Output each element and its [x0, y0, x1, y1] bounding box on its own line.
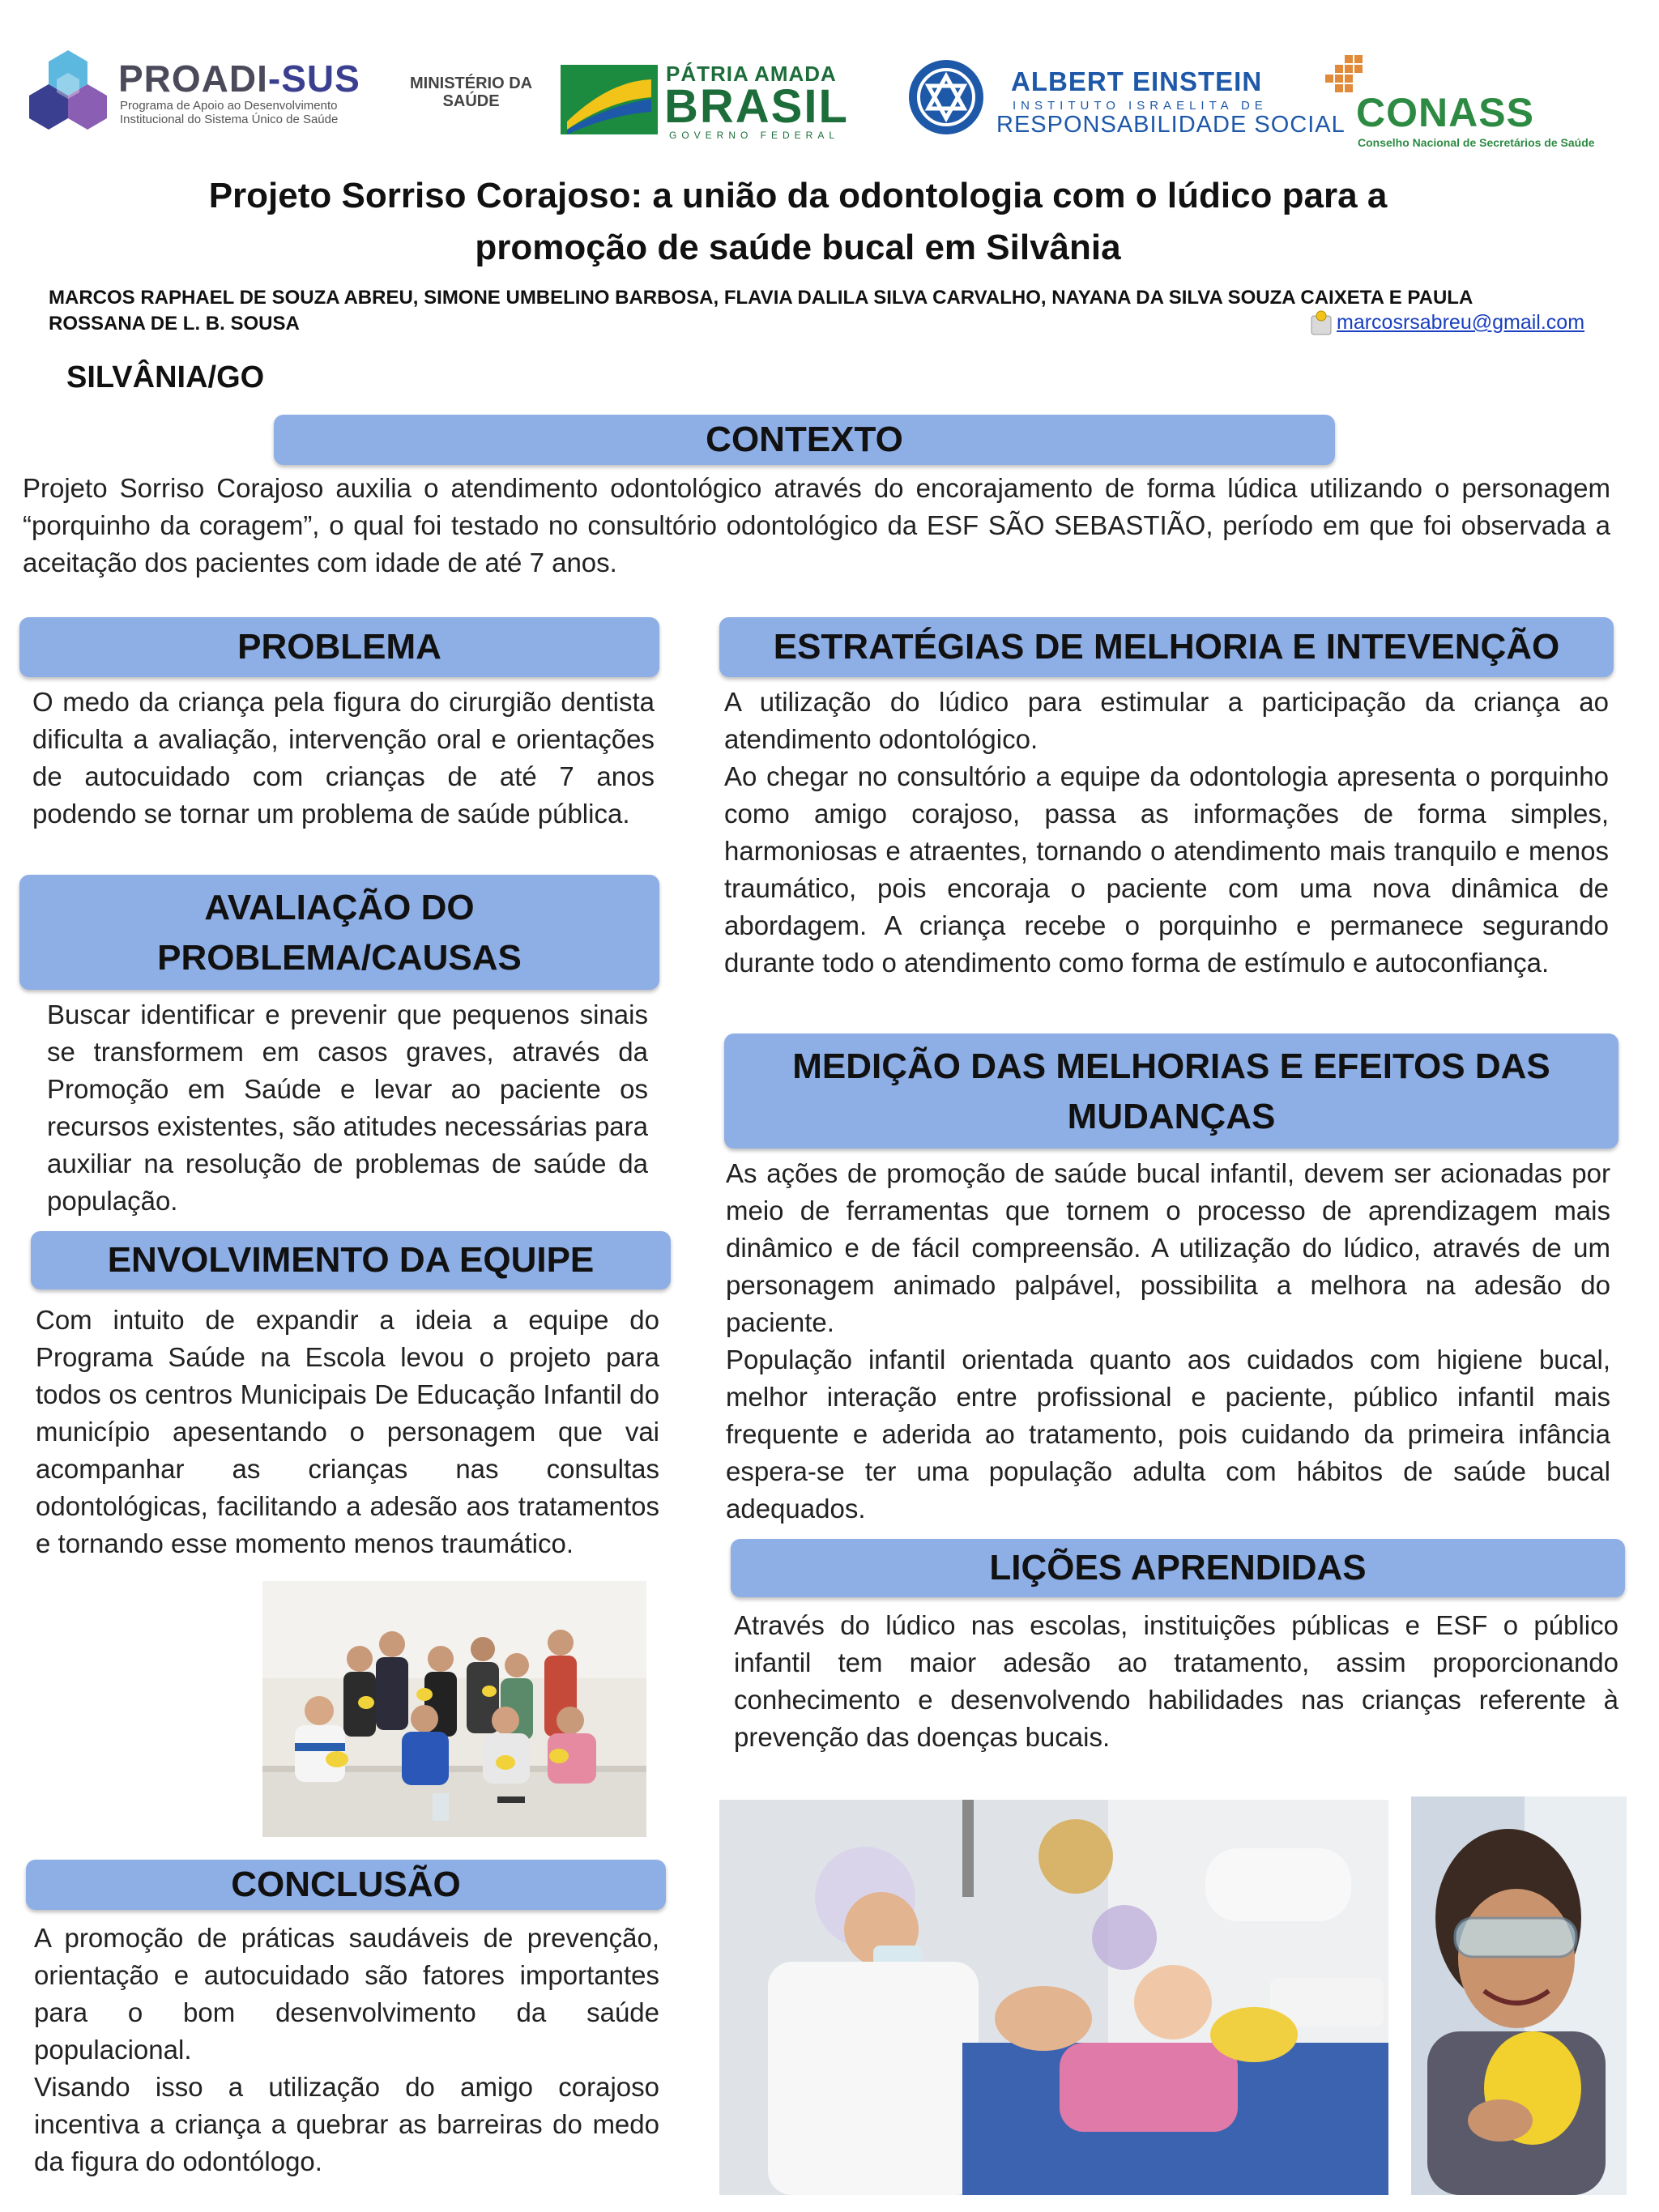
authors: MARCOS RAPHAEL DE SOUZA ABREU, SIMONE UMBELINO BARBOSA, FLAVIA DALILA SILVA CARVALHO, NAYANA DA SILVA SOUZA CAIXETA E PAULA ROSSANA DE L. B. SOUSA — [49, 287, 1473, 335]
section-header-conclusao: CONCLUSÃO — [26, 1860, 666, 1910]
medicao-text: As ações de promoção de saúde bucal infantil, devem ser acionadas por meio de ferramentas que tornem o processo de aprendizagem mais dinâmico e de fácil compreensão. A utilização do lúdico, através de um personagem animado palpável, possibilita a melhora na adesão do paciente. População infantil orientada quanto aos cuidados com higiene bucal, melhor interação entre profissional e paciente, público infantil mais frequente e aderida ao tratamento, pois cuidando da primeira infância espera-se ter uma população adulta com hábitos de saúde bucal adequados. — [726, 1158, 1610, 1524]
child-photo — [1411, 1796, 1627, 2195]
section-header-estrategias: ESTRATÉGIAS DE MELHORIA E INTEVENÇÃO — [719, 617, 1614, 677]
einstein-subtitle: RESPONSABILIDADE SOCIAL — [996, 112, 1346, 138]
dental-treatment-photo — [719, 1800, 1388, 2195]
email-link[interactable]: marcosrsabreu@gmail.com — [1337, 311, 1585, 334]
contact-icon — [1311, 309, 1332, 335]
estrategias-text: A utilização do lúdico para estimular a participação da criança ao atendimento odontológico. Ao chegar no consultório a equipe da odontologia apresenta o porquinho como amigo corajoso, passa as informações de forma simples, harmoniosas e atraentes, tornando o atendimento mais tranquilo e menos traumático, pois encoraja o paciente com uma nova dinâmica de abordagem. A criança recebe o porquinho e permanece segurando durante todo o atendimento como forma de estímulo e autoconfiança. — [724, 687, 1609, 978]
einstein-title: ALBERT EINSTEIN — [1011, 66, 1263, 96]
section-header-medicao: MEDIÇÃO DAS MELHORIAS E EFEITOS DAS MUDANÇAS — [724, 1034, 1618, 1149]
conass-subtitle: Conselho Nacional de Secretários de Saúde — [1358, 136, 1595, 149]
team-photo-illustration — [262, 1581, 646, 1837]
section-header-envolvimento: ENVOLVIMENTO DA EQUIPE — [31, 1231, 671, 1289]
brasil-tagline: PÁTRIA AMADA — [666, 62, 837, 86]
child-photo-illustration — [1411, 1796, 1627, 2195]
logo-row — [0, 24, 1659, 149]
ministerio-saude-logo: MINISTÉRIO DA SAÚDE — [410, 75, 533, 110]
conass-wordmark: CONASS — [1356, 90, 1534, 135]
contexto-text: Projeto Sorriso Corajoso auxilia o atendimento odontológico através do encorajamento de forma lúdica utilizando o personagem “porquinho da coragem”, o qual foi testado no consultório odontológico da ESF SÃO SEBASTIÃO, período em que foi observada a aceitação dos pacientes com idade de até 7 anos. — [23, 473, 1610, 578]
brasil-wordmark: BRASIL — [664, 80, 849, 133]
conclusao-text: A promoção de práticas saudáveis de prevenção, orientação e autocuidado são fatores importantes para o bom desenvolvimento da saúde populacional. Visando isso a utilização do amigo corajoso incentiva a criança a quebrar as barreiras do medo da figura do odontólogo. — [34, 1923, 659, 2176]
einstein-institute: INSTITUTO ISRAELITA DE — [1013, 99, 1268, 113]
city-label: SILVÂNIA/GO — [66, 360, 265, 394]
brasil-flag-icon — [561, 65, 658, 134]
avaliacao-text: Buscar identificar e prevenir que pequenos sinais se transformem em casos graves, através da Promoção em Saúde e levar ao paciente os recursos existentes, são atitudes necessárias para auxiliar na resolução de problemas de saúde da população. — [47, 999, 648, 1216]
proadi-sus-logo-icon — [29, 49, 107, 130]
envolvimento-text: Com intuito de expandir a ideia a equipe do Programa Saúde na Escola levou o projeto para todos os centros Municipais De Educação Infantil do município apesentando o personagem que vai acompanhar as crianças nas consultas odontológicas, facilitando a adesão aos tratamentos e tornando esse momento menos traumático. — [36, 1305, 659, 1558]
poster-title: Projeto Sorriso Corajoso: a união da odontologia com o lúdico para a promoção de saúde bucal em Silvânia — [208, 176, 1388, 267]
problema-text: O medo da criança pela figura do cirurgião dentista dificulta a avaliação, intervenção oral e orientações de autocuidado com crianças de até 7 anos podendo se tornar um problema de saúde pública. — [32, 687, 655, 829]
proadi-sus-subtitle: Programa de Apoio ao Desenvolvimento Institucional do Sistema Único de Saúde — [120, 99, 339, 126]
team-photo — [262, 1581, 646, 1837]
proadi-sus-title: PROADI-SUS — [118, 58, 360, 100]
section-header-licoes: LIÇÕES APRENDIDAS — [731, 1539, 1625, 1597]
licoes-text: Através do lúdico nas escolas, instituições públicas e ESF o público infantil tem maior adesão ao tratamento, assim proporcionando conhecimento e desenvolvendo habilidades nas crianças referente à prevenção das doenças bucais. — [734, 1610, 1618, 1752]
dental-treatment-illustration — [719, 1800, 1388, 2195]
section-header-avaliacao: AVALIAÇÃO DO PROBLEMA/CAUSAS — [19, 875, 659, 990]
einstein-logo-icon — [907, 57, 985, 138]
governo-federal-label: GOVERNO FEDERAL — [669, 130, 840, 141]
section-header-problema: PROBLEMA — [19, 617, 659, 677]
section-header-contexto: CONTEXTO — [274, 415, 1335, 465]
